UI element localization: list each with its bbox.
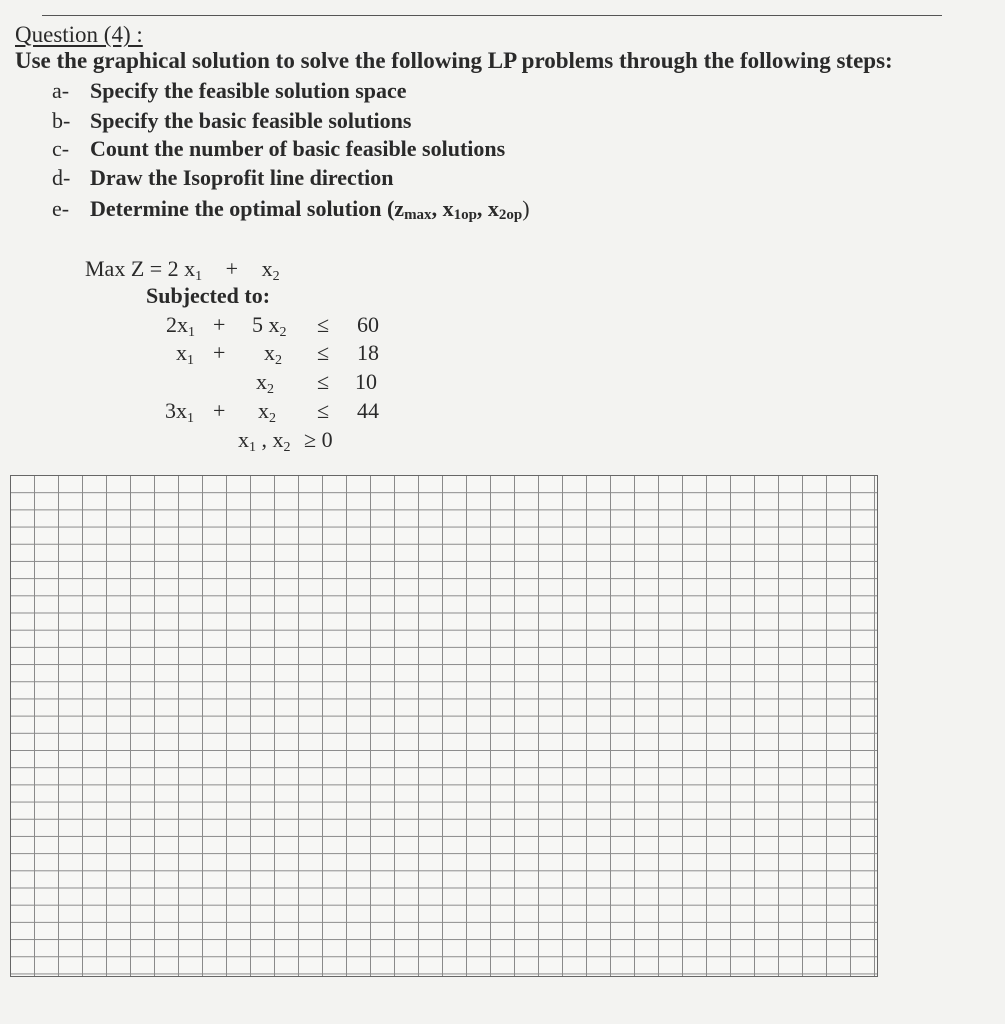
constraint-4-op: +: [213, 398, 226, 423]
constraint-1-rhs: 60: [357, 312, 379, 337]
constraint-1-term2: 5 x2: [252, 312, 287, 340]
top-rule: [42, 15, 942, 16]
constraint-4-rhs: 44: [357, 398, 379, 423]
constraint-4-term2: x2: [258, 398, 276, 426]
step-letter: c-: [52, 136, 70, 161]
constraint-2-op: +: [213, 340, 226, 365]
step-letter: a-: [52, 78, 70, 103]
constraint-2-term1: x1: [176, 340, 194, 368]
step-text: Draw the Isoprofit line direction: [90, 165, 394, 190]
constraint-1-rel: ≤: [317, 312, 330, 337]
constraint-2-rel: ≤: [317, 340, 330, 365]
question-title: Question (4) :: [15, 22, 143, 47]
constraint-1-term1: 2x1: [166, 312, 195, 340]
step-letter: e-: [52, 196, 70, 221]
constraint-2-term2: x2: [264, 340, 282, 368]
subject-to-label: Subjected to:: [146, 283, 271, 308]
constraint-1-op: +: [213, 312, 226, 337]
question-intro: Use the graphical solution to solve the following LP problems through the following steps:: [15, 48, 893, 73]
step-letter: d-: [52, 165, 71, 190]
step-letter: b-: [52, 108, 71, 133]
constraint-4-rel: ≤: [317, 398, 330, 423]
constraint-3-rel: ≤: [317, 369, 330, 394]
step-text: Specify the feasible solution space: [90, 78, 407, 103]
constraint-4-term1: 3x1: [165, 398, 194, 426]
nonnegativity-constraint: x1 , x2 ≥ 0: [238, 427, 333, 455]
step-text: Determine the optimal solution ($z_{max}$, $x_{1op}$, $x_{2op}$): [90, 196, 530, 223]
step-text: Specify the basic feasible solutions: [90, 108, 412, 133]
objective-function: Max Z = 2 x1 + x2: [85, 256, 280, 284]
graph-paper-grid: [10, 475, 878, 977]
step-text: Count the number of basic feasible solutions: [90, 136, 506, 161]
constraint-2-rhs: 18: [357, 340, 379, 365]
constraint-3-rhs: 10: [355, 369, 377, 394]
constraint-3-term2: x2: [256, 369, 274, 397]
